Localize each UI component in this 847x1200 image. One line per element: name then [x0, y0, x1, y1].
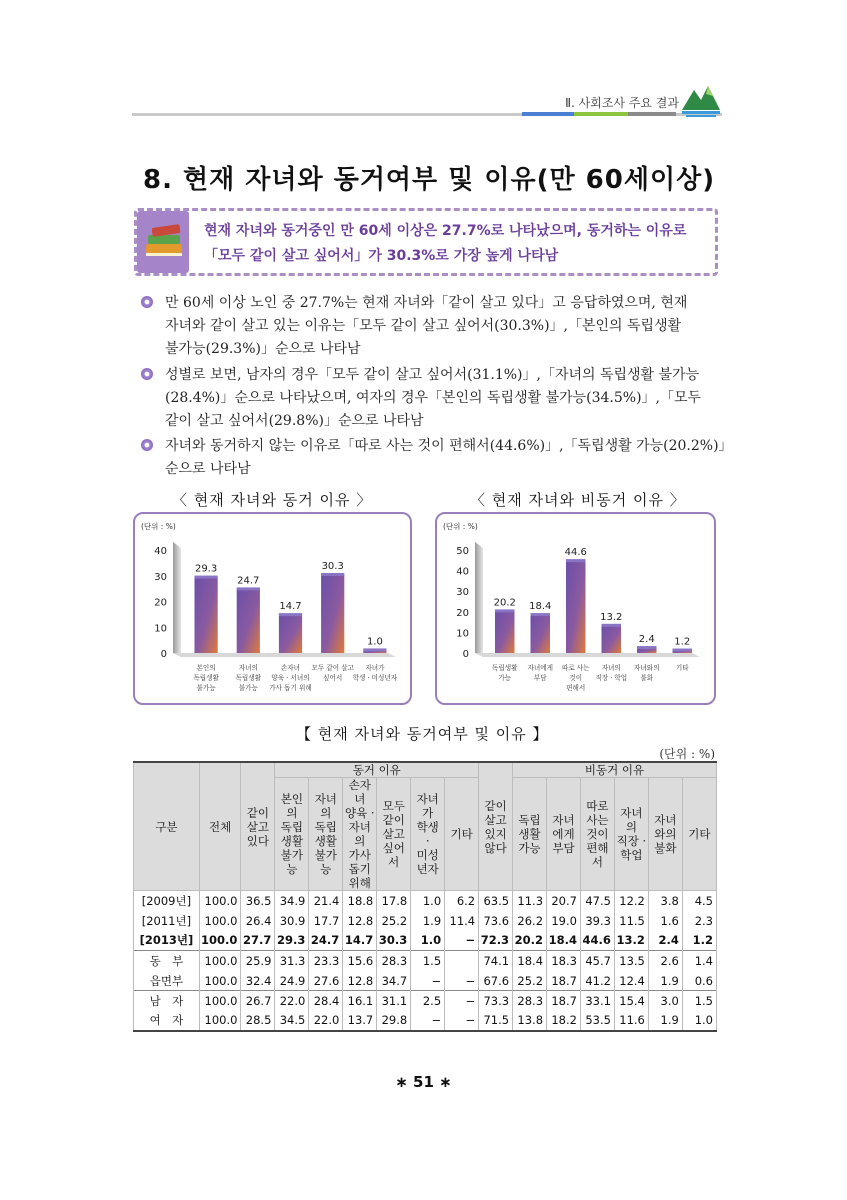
header-notlive-reason: 독립 생활 가능 — [513, 778, 547, 891]
x-tick-label: 독립생활 — [193, 674, 219, 682]
table-cell: 20.2 — [513, 931, 547, 951]
bar — [279, 615, 302, 653]
bar-cap — [530, 613, 550, 616]
table-row — [134, 1011, 717, 1031]
table-row — [134, 911, 717, 931]
x-tick-label: 모두 같이 살고 — [311, 664, 354, 672]
bullet-text: 만 60세 이상 노인 중 27.7%는 현재 자녀와「같이 살고 있다」고 응답하였으며, 현재 — [165, 295, 688, 311]
table-cell: 71.5 — [479, 1011, 513, 1031]
bullet-text: 같이 살고 싶어서(29.8%)」순으로 나타남 — [165, 413, 424, 429]
header-rule-gray — [628, 112, 676, 116]
table-cell: 100.0 — [199, 1011, 241, 1031]
chart-unit-label: (단위 : %) — [141, 522, 176, 531]
table-cell: 73.6 — [479, 911, 513, 931]
header-notlive-reason: 자녀의 직장 · 학업 — [614, 778, 648, 891]
section-header: Ⅱ. 사회조사 주요 결과 — [565, 96, 679, 110]
chart-floor — [475, 653, 700, 657]
data-label: 20.2 — [493, 597, 516, 609]
x-tick-label: 싶어서 — [323, 674, 343, 682]
table-cell: 11.5 — [614, 911, 648, 931]
row-label: 읍면부 — [134, 971, 200, 991]
table-cell: 100.0 — [199, 911, 241, 931]
bullet-text: 불가능(29.3%)」순으로 나타남 — [165, 341, 361, 357]
bar-chart-live — [135, 514, 410, 703]
x-tick-label: 불가능 — [196, 684, 216, 692]
x-tick-label: 자녀의 — [601, 664, 621, 672]
table-cell: 39.3 — [580, 911, 614, 931]
table-cell: 22.0 — [309, 1011, 343, 1031]
bullet-text: 자녀와 같이 살고 있는 이유는「모두 같이 살고 싶어서(30.3%)」,「본인의 독립생활 — [165, 318, 682, 334]
table-cell: 53.5 — [580, 1011, 614, 1031]
table-cell: 23.3 — [309, 951, 343, 971]
page-number: ∗ 51 ∗ — [395, 1073, 452, 1091]
table-cell: 16.1 — [343, 991, 377, 1011]
header-live-reason: 모두 같이 살고 싶어서 — [377, 778, 411, 891]
y-tick-label: 20 — [154, 597, 167, 609]
chart-unit-label: (단위 : %) — [443, 522, 478, 531]
header-live-reason: 본인의 독립 생활 불가능 — [275, 778, 309, 891]
table-cell: − — [411, 971, 445, 991]
y-tick-label: 50 — [456, 546, 469, 557]
table-cell: 45.7 — [580, 951, 614, 971]
bar-cap — [637, 646, 657, 649]
x-tick-label: 부담 — [533, 674, 547, 682]
data-label: 1.0 — [366, 636, 383, 648]
table-unit: (단위 : %) — [659, 747, 715, 761]
table-cell: 29.3 — [275, 931, 309, 951]
bullet-icon — [141, 368, 153, 380]
table-title: 【 현재 자녀와 동거여부 및 이유 】 — [296, 725, 549, 743]
table-cell: 1.9 — [648, 971, 682, 991]
bar — [566, 561, 586, 653]
row-label: [2009년] — [134, 891, 200, 911]
y-tick-label: 10 — [456, 628, 469, 640]
data-label: 44.6 — [564, 547, 587, 559]
bar-cap — [279, 613, 302, 616]
table-cell: 18.7 — [547, 971, 581, 991]
data-label: 14.7 — [279, 601, 302, 613]
data-table — [133, 761, 717, 1032]
x-tick-label: 양육 · 서녀의 — [271, 674, 310, 682]
table-cell: 32.4 — [241, 971, 275, 991]
table-cell: 3.8 — [648, 891, 682, 911]
table-row — [134, 951, 717, 971]
x-tick-label: 본인의 — [196, 664, 216, 672]
table-cell: 24.7 — [309, 931, 343, 951]
table-cell: 2.3 — [682, 911, 716, 931]
table-cell: 11.3 — [513, 891, 547, 911]
table-cell: 100.0 — [199, 991, 241, 1011]
x-tick-label: 직장 · 학업 — [595, 674, 628, 682]
x-tick-label: 자녀에게 — [527, 664, 553, 672]
chart-wall — [475, 542, 483, 657]
x-tick-label: 자녀의 — [238, 664, 258, 672]
table-cell: 15.6 — [343, 951, 377, 971]
summary-line-2: 「모두 같이 살고 싶어서」가 30.3%로 가장 높게 나타남 — [204, 248, 559, 264]
data-label: 2.4 — [638, 634, 655, 646]
mountain-logo-icon — [680, 80, 722, 120]
table-cell: 4.5 — [682, 891, 716, 911]
table-cell: 31.3 — [275, 951, 309, 971]
bullet-text: 성별로 보면, 남자의 경우「모두 같이 살고 싶어서(31.1%)」,「자녀의 독립생활 불가능 — [165, 367, 700, 383]
table-cell: 27.6 — [309, 971, 343, 991]
row-label: [2011년] — [134, 911, 200, 931]
table-cell: 26.2 — [513, 911, 547, 931]
table-cell: 15.4 — [614, 991, 648, 1011]
table-cell: 20.7 — [547, 891, 581, 911]
table-cell: 13.8 — [513, 1011, 547, 1031]
header-notlive: 같이 살고 있지 않다 — [479, 762, 513, 891]
table-cell: 2.6 — [648, 951, 682, 971]
table-cell: 28.5 — [241, 1011, 275, 1031]
bar-cap — [321, 573, 344, 576]
bullet-text: (28.4%)」순으로 나타났으며, 여자의 경우「본인의 독립생활 불가능(34.5%)」,「모두 — [165, 390, 702, 406]
table-cell: 11.6 — [614, 1011, 648, 1031]
table-cell: 1.9 — [411, 911, 445, 931]
bar — [601, 626, 621, 653]
table-cell: 12.8 — [343, 911, 377, 931]
table-cell: 67.6 — [479, 971, 513, 991]
row-label: 동 부 — [134, 951, 200, 971]
chart-title-notlive: 〈 현재 자녀와 비동거 이유 〉 — [470, 491, 686, 509]
table-cell: − — [411, 1011, 445, 1031]
x-tick-label: 따로 사는 — [561, 664, 590, 672]
table-cell: 1.2 — [682, 931, 716, 951]
table-cell: 34.9 — [275, 891, 309, 911]
x-tick-label: 불가능 — [238, 684, 258, 692]
bullet-text: 자녀와 동거하지 않는 이유로「따로 사는 것이 편해서(44.6%)」,「독립생활 가능(20.2%)」 — [165, 438, 733, 454]
table-cell: 1.5 — [411, 951, 445, 971]
table-cell: 100.0 — [199, 951, 241, 971]
header-group: 구분 — [134, 762, 200, 891]
table-cell: 1.9 — [648, 1011, 682, 1031]
data-label: 13.2 — [600, 611, 623, 623]
table-cell: 33.1 — [580, 991, 614, 1011]
table-cell: 36.5 — [241, 891, 275, 911]
table-cell: 13.5 — [614, 951, 648, 971]
table-cell: 19.0 — [547, 911, 581, 931]
header-notlive-reason: 따로 사는 것이 편해서 — [580, 778, 614, 891]
header-total: 전체 — [199, 762, 241, 891]
table-cell: 1.0 — [411, 931, 445, 951]
chart-frame-notlive — [435, 512, 716, 705]
table-row — [134, 931, 717, 951]
table-cell: 2.5 — [411, 991, 445, 1011]
header-notlive-reasons: 비동거 이유 — [513, 762, 717, 778]
y-tick-label: 40 — [154, 546, 167, 557]
summary-line-1: 현재 자녀와 동거중인 만 60세 이상은 27.7%로 나타났으며, 동거하는 이유로 — [204, 223, 687, 239]
table-cell: − — [445, 971, 479, 991]
table-cell: 25.2 — [513, 971, 547, 991]
table-cell: 18.4 — [513, 951, 547, 971]
x-tick-label: 자녀와의 — [634, 664, 660, 672]
table-cell: 18.4 — [547, 931, 581, 951]
table-cell: 18.3 — [547, 951, 581, 971]
y-tick-label: 30 — [154, 571, 167, 583]
y-tick-label: 40 — [456, 566, 469, 578]
y-tick-label: 0 — [160, 649, 167, 660]
summary-box — [134, 208, 718, 276]
bullet-item — [141, 292, 721, 362]
table-cell: 1.0 — [411, 891, 445, 911]
table-row — [134, 971, 717, 991]
header-live: 같이 살고 있다 — [241, 762, 275, 891]
header-live-reasons: 동거 이유 — [275, 762, 479, 778]
y-tick-label: 10 — [154, 623, 167, 635]
table-cell: − — [445, 931, 479, 951]
x-tick-label: 것이 — [569, 674, 583, 682]
bar-cap — [601, 624, 621, 627]
bullet-text: 순으로 나타남 — [165, 461, 251, 477]
table-cell: 30.9 — [275, 911, 309, 931]
bar-cap — [237, 587, 260, 590]
bar-cap — [495, 609, 515, 612]
table-cell: 73.3 — [479, 991, 513, 1011]
table-cell: 1.5 — [682, 991, 716, 1011]
table-cell: 14.7 — [343, 931, 377, 951]
table-cell: 74.1 — [479, 951, 513, 971]
chart-wall — [173, 542, 181, 657]
table-cell — [445, 951, 479, 971]
table-cell: 34.7 — [377, 971, 411, 991]
table-cell: 18.7 — [547, 991, 581, 1011]
table-cell: − — [445, 1011, 479, 1031]
table-cell: 47.5 — [580, 891, 614, 911]
table-cell: 22.0 — [275, 991, 309, 1011]
table-cell: 72.3 — [479, 931, 513, 951]
y-tick-label: 20 — [456, 607, 469, 619]
table-cell: 2.4 — [648, 931, 682, 951]
bullet-item — [141, 435, 733, 483]
header-rule-blue — [522, 112, 574, 116]
y-tick-label: 30 — [456, 587, 469, 599]
bar — [194, 578, 217, 653]
x-tick-label: 편해서 — [566, 684, 586, 692]
x-tick-label: 자녀가 — [365, 664, 385, 672]
header-live-reason: 손자녀 양육 · 자녀의 가사 돕기 위해 — [343, 778, 377, 891]
books-icon — [142, 214, 188, 268]
table-cell: 1.0 — [682, 1011, 716, 1031]
table-cell: 28.4 — [309, 991, 343, 1011]
bar-cap — [194, 576, 217, 579]
bar-cap — [566, 559, 586, 562]
table-cell: 25.9 — [241, 951, 275, 971]
chart-frame-live — [133, 512, 412, 705]
table-cell: 28.3 — [513, 991, 547, 1011]
table-cell: 17.8 — [377, 891, 411, 911]
table-cell: 28.3 — [377, 951, 411, 971]
x-tick-label: 손자녀 — [280, 664, 301, 672]
chart-title-live: 〈 현재 자녀와 동거 이유 〉 — [172, 491, 373, 509]
data-label: 30.3 — [321, 560, 344, 572]
table-cell: 0.6 — [682, 971, 716, 991]
row-label: [2013년] — [134, 931, 200, 951]
table-cell: 12.2 — [614, 891, 648, 911]
row-label: 여 자 — [134, 1011, 200, 1031]
table-cell: 13.7 — [343, 1011, 377, 1031]
y-tick-label: 0 — [462, 649, 469, 660]
table-cell: 13.2 — [614, 931, 648, 951]
x-tick-label: 독립생활 — [492, 664, 518, 672]
table-cell: 3.0 — [648, 991, 682, 1011]
bullet-icon — [141, 296, 153, 308]
table-cell: 1.6 — [648, 911, 682, 931]
table-cell: 30.3 — [377, 931, 411, 951]
table-cell: 21.4 — [309, 891, 343, 911]
header-notlive-reason: 자녀 에게 부담 — [547, 778, 581, 891]
table-cell: 24.9 — [275, 971, 309, 991]
header-live-reason: 자녀가 학생 · 미성 년자 — [411, 778, 445, 891]
table-cell: 34.5 — [275, 1011, 309, 1031]
chart-floor — [173, 653, 396, 657]
bar-cap — [672, 649, 692, 652]
header-notlive-reason: 자녀 와의 불화 — [648, 778, 682, 891]
bullet-item — [141, 364, 721, 434]
data-label: 29.3 — [194, 563, 218, 575]
header-live-reason: 기타 — [445, 778, 479, 891]
table-cell: 17.7 — [309, 911, 343, 931]
table-cell: 100.0 — [199, 971, 241, 991]
bar-cap — [363, 648, 386, 651]
table-row — [134, 991, 717, 1011]
table-cell: 26.7 — [241, 991, 275, 1011]
bar-chart-notlive — [437, 514, 714, 703]
table-cell: 12.4 — [614, 971, 648, 991]
table-cell: − — [445, 991, 479, 1011]
row-label: 남 자 — [134, 991, 200, 1011]
table-cell: 12.8 — [343, 971, 377, 991]
page-title: 8. 현재 자녀와 동거여부 및 이유(만 60세이상) — [143, 165, 716, 195]
table-cell: 44.6 — [580, 931, 614, 951]
x-tick-label: 가능 — [498, 674, 512, 682]
table-cell: 26.4 — [241, 911, 275, 931]
bar — [530, 615, 550, 653]
bar — [495, 611, 515, 653]
table-row — [134, 891, 717, 911]
x-tick-label: 가사 돕기 위해 — [269, 684, 312, 692]
data-label: 1.2 — [674, 636, 691, 648]
header-notlive-reason: 기타 — [682, 778, 716, 891]
table-cell: 63.5 — [479, 891, 513, 911]
table-cell: 6.2 — [445, 891, 479, 911]
header-rule-green — [574, 112, 628, 116]
bullet-icon — [141, 439, 153, 451]
table-cell: 25.2 — [377, 911, 411, 931]
table-cell: 11.4 — [445, 911, 479, 931]
x-tick-label: 학생 · 미성년자 — [352, 674, 398, 682]
bar — [321, 575, 344, 653]
table-cell: 41.2 — [580, 971, 614, 991]
data-label: 18.4 — [529, 601, 552, 613]
table-cell: 18.2 — [547, 1011, 581, 1031]
table-cell: 29.8 — [377, 1011, 411, 1031]
bar — [237, 589, 260, 653]
table-cell: 27.7 — [241, 931, 275, 951]
x-tick-label: 독립생활 — [235, 674, 262, 682]
x-tick-label: 불화 — [640, 674, 654, 682]
x-tick-label: 기타 — [675, 664, 689, 672]
table-cell: 100.0 — [199, 891, 241, 911]
data-label: 24.7 — [237, 575, 260, 587]
table-cell: 100.0 — [199, 931, 241, 951]
table-cell: 31.1 — [377, 991, 411, 1011]
header-live-reason: 자녀의 독립 생활 불가능 — [309, 778, 343, 891]
table-cell: 1.4 — [682, 951, 716, 971]
table-cell: 18.8 — [343, 891, 377, 911]
